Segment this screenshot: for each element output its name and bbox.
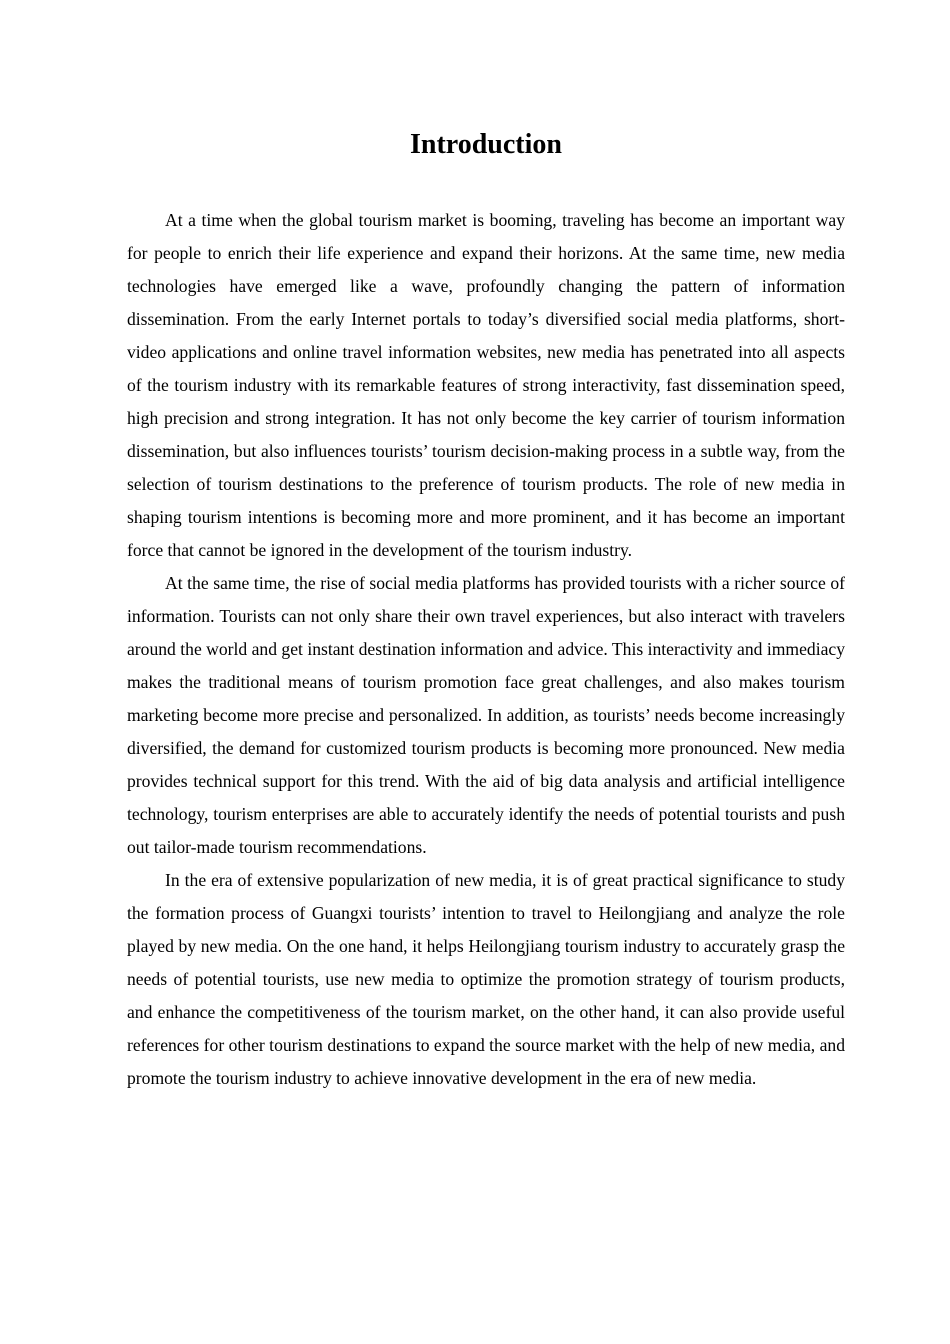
body-text <box>127 204 845 1095</box>
paragraph-1: At a time when the global tourism market is booming, traveling has become an important way for people to enrich their life experience and expand their horizons. At the same time, new media technologies have emerged like a wave, profoundly changing the pattern of information dissemination. From the early Internet portals to today’s diversified social media platforms, short-video applications and online travel information websites, new media has penetrated into all aspects of the tourism industry with its remarkable features of strong interactivity, fast dissemination speed, high precision and strong integration. It has not only become the key carrier of tourism information dissemination, but also influences tourists’ tourism decision-making process in a subtle way, from the selection of tourism destinations to the preference of tourism products. The role of new media in shaping tourism intentions is becoming more and more prominent, and it has become an important force that cannot be ignored in the development of the tourism industry. <box>127 210 845 560</box>
paragraph-3: In the era of extensive popularization of new media, it is of great practical significance to study the formation process of Guangxi tourists’ intention to travel to Heilongjiang and analyze the role played by new media. On the one hand, it helps Heilongjiang tourism industry to accurately grasp the needs of potential tourists, use new media to optimize the promotion strategy of tourism products, and enhance the competitiveness of the tourism market, on the other hand, it can also provide useful references for other tourism destinations to expand the source market with the help of new media, and promote the tourism industry to achieve innovative development in the era of new media. <box>127 870 845 1088</box>
paragraph-2: At the same time, the rise of social media platforms has provided tourists with a richer source of information. Tourists can not only share their own travel experiences, but also interact with travelers around the world and get instant destination information and advice. This interactivity and immediacy makes the traditional means of tourism promotion face great challenges, and also makes tourism marketing become more precise and personalized. In addition, as tourists’ needs become increasingly diversified, the demand for customized tourism products is becoming more pronounced. New media provides technical support for this trend. With the aid of big data analysis and artificial intelligence technology, tourism enterprises are able to accurately identify the needs of potential tourists and push out tailor-made tourism recommendations. <box>127 573 845 857</box>
page-title: Introduction <box>410 129 562 160</box>
